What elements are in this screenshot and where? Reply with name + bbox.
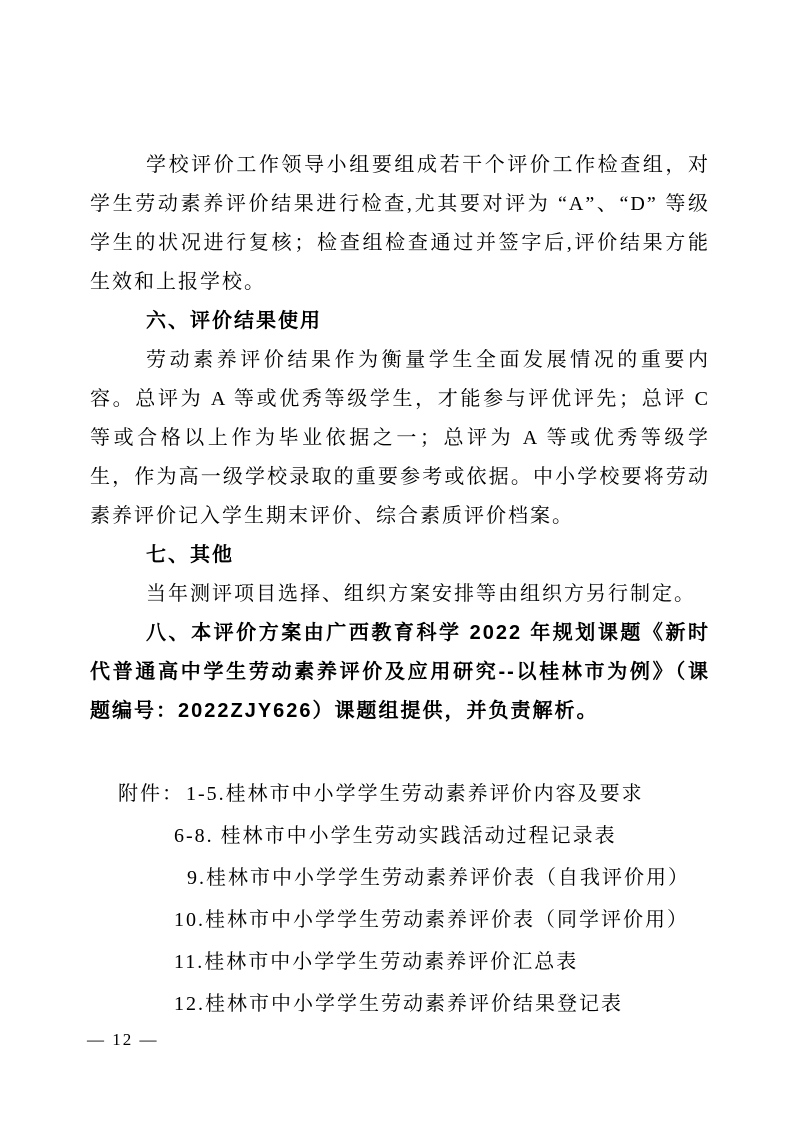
attachment-line xyxy=(90,983,710,1025)
paragraph-source-project: 八、本评价方案由广西教育科学 2022 年规划课题《新时代普通高中学生劳动素养评价及应用研究--以桂林市为例》（课题编号：2022ZJY626）课题组提供，并负责解析。 xyxy=(90,622,710,722)
attachment-item: 11.桂林市中小学学生劳动素养评价汇总表 xyxy=(174,951,579,973)
page-number: — 12 — xyxy=(87,1030,159,1049)
attachment-item: 9.桂林市中小学学生劳动素养评价表（自我评价用） xyxy=(187,867,690,889)
attachments-label: 附件： xyxy=(118,783,184,805)
attachment-line xyxy=(90,815,710,857)
document-body xyxy=(90,146,710,1025)
attachment-line xyxy=(90,857,710,899)
paragraph-results-usage: 劳动素养评价结果作为衡量学生全面发展情况的重要内容。总评为 A 等或优秀等级学生，才能参与评优评先；总评 C 等或合格以上作为毕业依据之一；总评为 A 等或优秀等级学生，作为高一级学校录取的重要参考或依据。中小学校要将劳动素养评价记入学生期末评价、综合素质评价档案。 xyxy=(90,349,710,527)
attachment-line xyxy=(90,773,710,815)
attachments-list xyxy=(90,773,710,1025)
paragraph-other: 当年测评项目选择、组织方案安排等由组织方另行制定。 xyxy=(146,583,696,605)
heading-section-seven-other: 七、其他 xyxy=(146,544,234,566)
attachment-line xyxy=(90,941,710,983)
attachment-item: 10.桂林市中小学学生劳动素养评价表（同学评价用） xyxy=(174,909,689,931)
attachment-item: 12.桂林市中小学学生劳动素养评价结果登记表 xyxy=(174,993,623,1015)
attachment-item: 6-8. 桂林市中小学生劳动实践活动过程记录表 xyxy=(174,825,617,847)
paragraph-inspection-group: 学校评价工作领导小组要组成若干个评价工作检查组，对学生劳动素养评价结果进行检查,尤其要对评为 “A”、“D” 等级学生的状况进行复核；检查组检查通过并签字后,评价结果方能生效和上报学校。 xyxy=(90,154,710,293)
heading-section-six-results-usage: 六、评价结果使用 xyxy=(146,310,322,332)
attachment-item: 1-5.桂林市中小学学生劳动素养评价内容及要求 xyxy=(186,783,644,805)
attachment-line xyxy=(90,899,710,941)
